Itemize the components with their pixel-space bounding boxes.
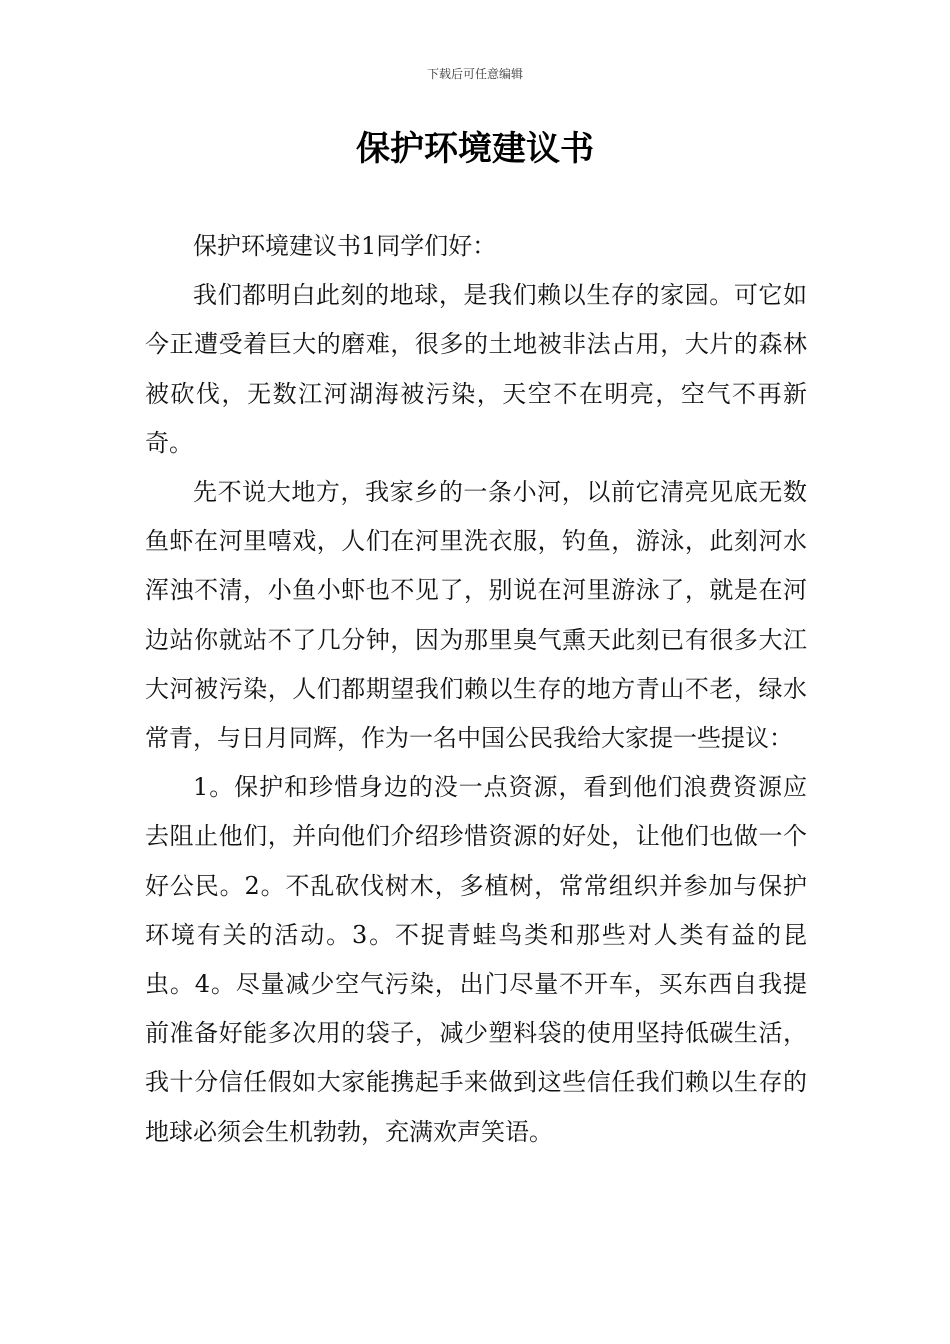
paragraph-hometown-river: 先不说大地方，我家乡的一条小河，以前它清亮见底无数鱼虾在河里嘻戏，人们在河里洗衣服，钓鱼，游泳，此刻河水浑浊不清，小鱼小虾也不见了，别说在河里游泳了，就是在河边站你就站不了几分钟，因为那里臭气熏天此刻已有很多大江大河被污染，人们都期望我们赖以生存的地方青山不老，绿水常青，与日月同辉，作为一名中国公民我给大家提一些提议： [145, 478, 807, 753]
paragraph-greeting: 保护环境建议书1同学们好： [193, 232, 497, 260]
document-title: 保护环境建议书 [356, 129, 594, 169]
paragraph-suggestions: 1。保护和珍惜身边的没一点资源，看到他们浪费资源应去阻止他们，并向他们介绍珍惜资源的好处，让他们也做一个好公民。2。不乱砍伐树木，多植树，常常组织并参加与保护环境有关的活动。3。不捉青蛙鸟类和那些对人类有益的昆虫。4。尽量减少空气污染，出门尽量不开车，买东西自我提前准备好能多次用的袋子，减少塑料袋的使用坚持低碳生活，我十分信任假如大家能携起手来做到这些信任我们赖以生存的地球必须会生机勃勃，充满欢声笑语。 [145, 773, 807, 1146]
header-note: 下载后可任意编辑 [426, 67, 523, 81]
paragraph-earth-situation: 我们都明白此刻的地球，是我们赖以生存的家园。可它如今正遭受着巨大的磨难，很多的土地被非法占用，大片的森林被砍伐，无数江河湖海被污染，天空不在明亮，空气不再新奇。 [145, 281, 807, 457]
document-body [145, 222, 807, 1157]
